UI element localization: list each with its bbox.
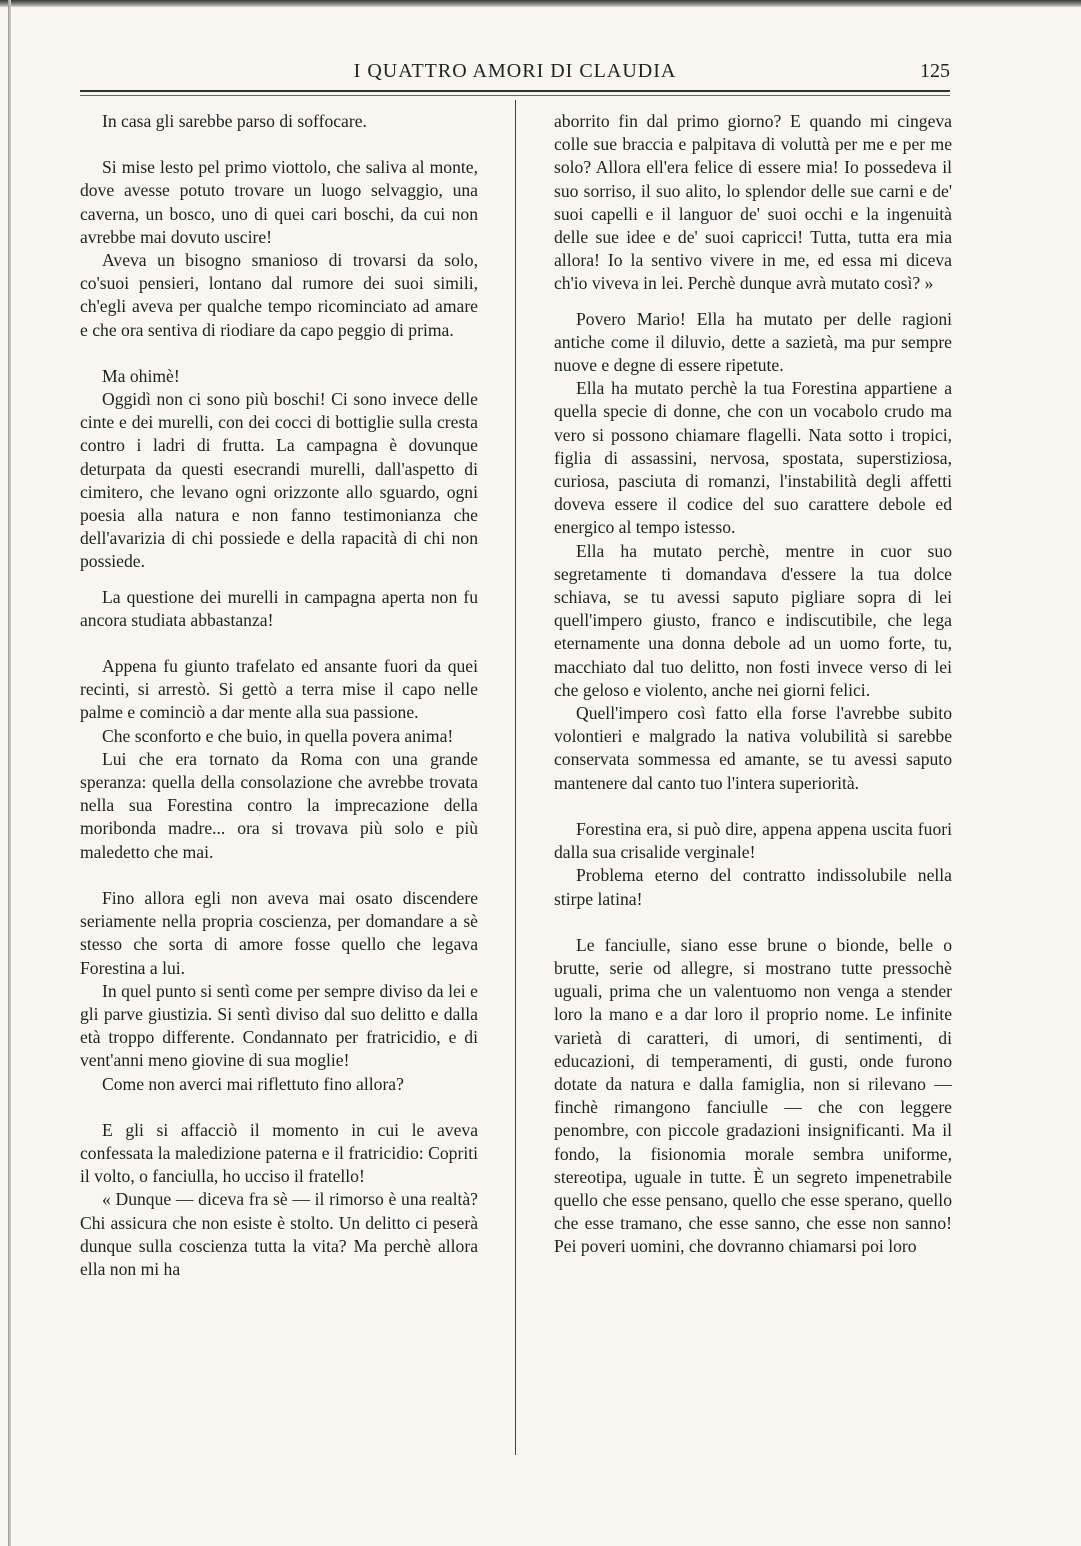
paragraph-gap	[80, 632, 478, 655]
left-column	[80, 110, 478, 1281]
page-header	[80, 60, 950, 90]
paragraph: Ella ha mutato perchè, mentre in cuor suo segretamente ti domandava d'essere la tua dolce schiava, se tu avessi saputo pigliare sopra di lei quell'impero giusto, franco e indiscutibile, che lega eternamente una donna debole ad un uomo forte, tu, macchiato dal tuo delitto, non fosti invece verso di lei che geloso e violento, anche nei giorni felici.	[554, 540, 952, 700]
paragraph: Si mise lesto pel primo viottolo, che saliva al monte, dove avesse potuto trovare un luogo selvaggio, una caverna, un bosco, uno di quei cari boschi, da cui non avrebbe mai dovuto uscire!	[80, 157, 478, 247]
paragraph-gap	[80, 133, 478, 156]
column-divider	[515, 100, 516, 1455]
paragraph: Povero Mario! Ella ha mutato per delle ragioni antiche come il diluvio, dette a sazietà, ma pur sempre nuove e degne di essere ripetute.	[554, 308, 952, 376]
paragraph: Fino allora egli non aveva mai osato discendere seriamente nella propria coscienza, per domandare a sè stesso che sorta di amore fosse quello che legava Forestina a lui.	[80, 887, 478, 978]
paragraph: Lui che era tornato da Roma con una grande speranza: quella della consolazione che avrebbe trovata nella sua Forestina contro la imprecazione della moribonda madre... ora si trovava più solo e più maledetto che mai.	[80, 748, 478, 862]
paragraph: aborrito fin dal primo giorno? E quando mi cingeva colle sue braccia e palpitava di voluttà per me e per me solo? Allora ell'era felice di essere mia! Io possedeva il suo sorriso, il suo alito, lo splendor delle sue carni e de' suoi capelli e il languor de' suoi occhi e la ingenuità delle sue idee e de' suoi capricci! Tutta, tutta era mia allora! Io la sentivo vivere in me, ed essa mi diceva ch'io viveva in lei. Perchè dunque avrà mutato così? »	[554, 111, 952, 294]
paragraph: Quell'impero così fatto ella forse l'avrebbe subito volontieri e malgrado la nativa volubilità si sarebbe conservata sommessa ed amante, se tu avessi saputo mantenere dal canto tuo l'intera superiorità.	[554, 703, 952, 793]
paragraph-gap	[554, 795, 952, 818]
paragraph-gap	[80, 864, 478, 887]
paragraph-gap	[80, 1096, 478, 1119]
paragraph-gap	[554, 296, 952, 308]
paragraph-gap	[554, 911, 952, 934]
paragraph: « Dunque — diceva fra sè — il rimorso è una realtà? Chi assicura che non esiste è stolto. Un delitto ci peserà dunque sulla coscienza tutta la vita? Ma perchè allora ella non mi ha	[80, 1189, 478, 1279]
paragraph: Problema eterno del contratto indissolubile nella stirpe latina!	[554, 865, 952, 909]
paragraph: Aveva un bisogno smanioso di trovarsi da solo, co'suoi pensieri, lontano dal rumore dei suoi simili, ch'egli aveva per qualche tempo ricominciato ad amare e che ora sentiva di riodiare da capo peggio di prima.	[80, 250, 478, 340]
scan-top-edge	[0, 0, 1081, 7]
paragraph: La questione dei murelli in campagna aperta non fu ancora studiata abbastanza!	[80, 586, 478, 630]
paragraph: Le fanciulle, siano esse brune o bionde, belle o brutte, serie od allegre, si mostrano tutte pressochè uguali, prima che un valentuomo non venga a stender loro la mano e a dar loro il proprio nome. Le infinite varietà di caratteri, di umori, di sentimenti, di educazioni, di temperamenti, di gusti, onde furono dotate da natura e dalla famiglia, non si rilevano — finchè rimangono fanciulle — che con leggere penombre, con piccole gradazioni insignificanti. Ma il fondo, la fisionomia morale sembra uniforme, stereotipa, uguale in tutte. È un segreto impenetrabile quello che esse pensano, quello che esse sperano, quello che esse tramano, che esse sanno, che esse non sanno! Pei poveri uomini, che dovranno chiamarsi poi loro	[554, 934, 952, 1257]
page-number: 125	[920, 60, 950, 82]
paragraph: E gli si affacciò il momento in cui le aveva confessata la maledizione paterna e il fratricidio: Copriti il volto, o fanciulla, ho ucciso il fratello!	[80, 1119, 478, 1187]
paragraph: Ma ohimè!	[102, 365, 180, 386]
paragraph: Appena fu giunto trafelato ed ansante fuori da quei recinti, si arrestò. Si gettò a terra mise il capo nelle palme e cominciò a dar mente alla sua passione.	[80, 656, 478, 723]
paragraph-gap	[80, 342, 478, 365]
paragraph: Oggidì non ci sono più boschi! Ci sono invece delle cinte e dei murelli, con dei cocci di bottiglie sulla cresta contro i ladri di frutta. La campagna è dovunque deturpata da questi esecrandi murelli, dall'aspetto di cimitero, che levano ogni orizzonte allo sguardo, ogni poesia alla natura e non fanno testimonianza che dell'avarizia di chi possiede e della rapacità di chi non possiede.	[80, 389, 478, 572]
scan-left-edge	[8, 0, 11, 1546]
paragraph: In casa gli sarebbe parso di soffocare.	[102, 111, 367, 131]
paragraph: Che sconforto e che buio, in quella povera anima!	[102, 725, 454, 746]
right-column	[554, 110, 952, 1259]
header-rule	[80, 90, 950, 92]
running-title: I QUATTRO AMORI DI CLAUDIA	[353, 60, 677, 82]
paragraph: Forestina era, si può dire, appena appena uscita fuori dalla sua crisalide verginale!	[554, 818, 952, 863]
paragraph: In quel punto si sentì come per sempre diviso da lei e gli parve giustizia. Si sentì diviso dal suo delitto e dalla età troppo differente. Condannato per fratricidio, e di vent'anni meno giovine di sua moglie!	[80, 980, 478, 1071]
header-rule-thin	[80, 95, 950, 96]
paragraph: Come non averci mai riflettuto fino allora?	[102, 1073, 404, 1094]
paragraph: Ella ha mutato perchè la tua Forestina appartiene a quella specie di donne, che con un vocabolo crudo ma vero si possono chiamare flagelli. Nata sotto i tropici, figlia di assassini, nervosa, spostata, superstiziosa, curiosa, pasciuta di romanzi, l'instabilità degli affetti doveva essere il codice del suo carattere debole ed energico al tempo istesso.	[554, 378, 952, 538]
paragraph-gap	[80, 574, 478, 586]
